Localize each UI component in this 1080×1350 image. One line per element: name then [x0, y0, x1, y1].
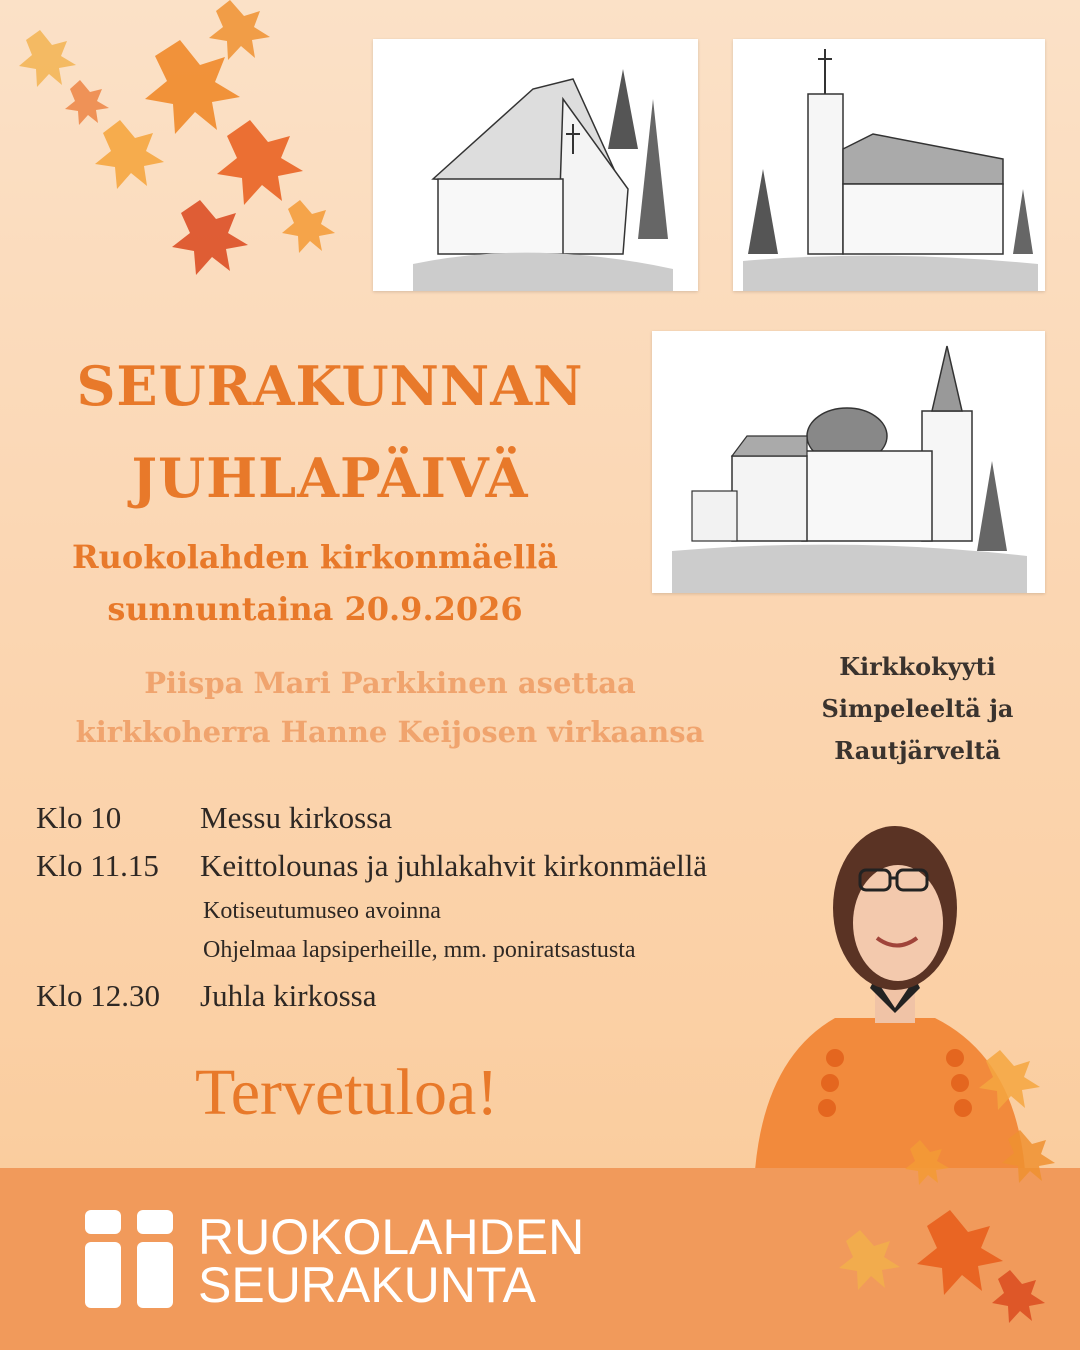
location-line-1: Ruokolahden kirkonmäellä: [72, 538, 558, 576]
autumn-leaves-top-icon: [0, 0, 370, 320]
church-illustration-3: [652, 331, 1045, 593]
schedule-time-2: Klo 11.15: [36, 848, 159, 883]
logo-line-2: SEURAKUNTA: [198, 1257, 537, 1313]
headline-line-2: JUHLAPÄIVÄ: [131, 446, 529, 510]
schedule-note-1: Kotiseutumuseo avoinna: [203, 898, 441, 924]
schedule-event-1: Messu kirkossa: [200, 800, 393, 835]
bus-info-line-2: Simpeleeltä ja: [821, 694, 1014, 723]
cross-logo-icon: [85, 1210, 173, 1308]
church-illustration-2: [733, 39, 1045, 291]
autumn-leaves-bottom-icon: [800, 1030, 1080, 1350]
bus-info-line-1: Kirkkokyyti: [839, 652, 996, 681]
schedule-time-1: Klo 10: [36, 800, 122, 835]
schedule-event-3: Juhla kirkossa: [200, 978, 377, 1013]
logo-line-1: RUOKOLAHDEN: [198, 1209, 585, 1265]
bus-info: [790, 646, 1045, 772]
headline-line-1: SEURAKUNNAN: [76, 354, 584, 418]
schedule-note-2: Ohjelmaa lapsiperheille, mm. poniratsastusta: [203, 937, 636, 963]
announcement-line-2: kirkkoherra Hanne Keijosen virkaansa: [75, 715, 705, 749]
schedule-time-3: Klo 12.30: [36, 978, 160, 1013]
announcement-line-1: Piispa Mari Parkkinen asettaa: [144, 666, 636, 700]
bus-info-line-3: Rautjärveltä: [834, 736, 1001, 765]
location-line-2: sunnuntaina 20.9.2026: [107, 590, 523, 628]
welcome-text: Tervetuloa!: [195, 1056, 499, 1129]
schedule-event-2: Keittolounas ja juhlakahvit kirkonmäellä: [200, 848, 708, 883]
church-illustration-1: [373, 39, 698, 291]
